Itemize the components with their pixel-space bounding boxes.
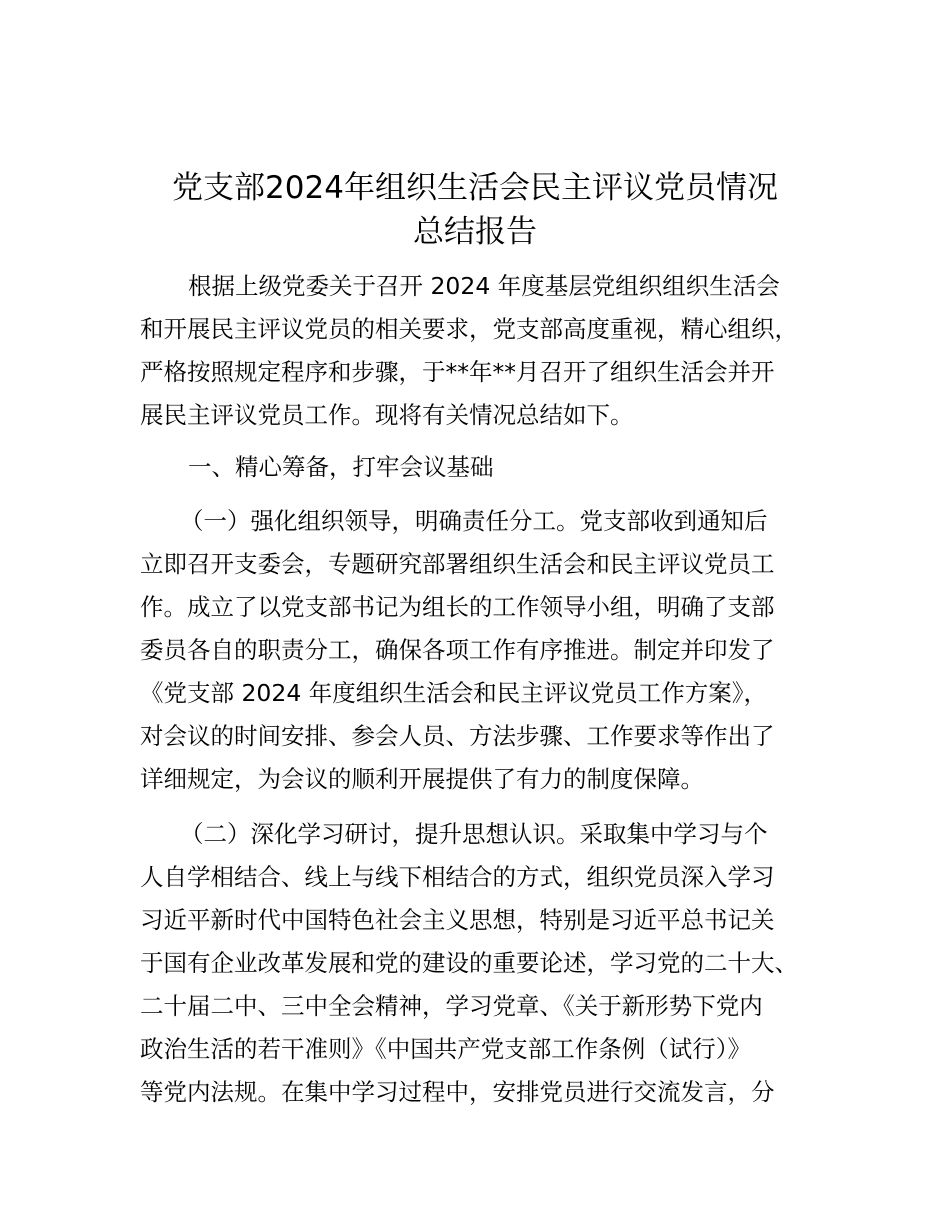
- body-line-15: 习近平新时代中国特色社会主义思想，特别是习近平总书记关: [140, 906, 775, 934]
- body-line-12: 详细规定，为会议的顺利开展提供了有力的制度保障。: [140, 765, 704, 793]
- body-line-10: 《党支部 2024 年度组织生活会和民主评议党员工作方案》，: [140, 679, 767, 707]
- body-line-6: （一）强化组织领导，明确责任分工。党支部收到通知后: [180, 507, 768, 535]
- document-title-line-1: 党支部2024年组织生活会民主评议党员情况: [172, 170, 778, 206]
- body-line-18: 政治生活的若干准则》《中国共产党支部工作条例（试行）》: [140, 1035, 751, 1063]
- body-line-7: 立即召开支委会，专题研究部署组织生活会和民主评议党员工: [140, 550, 775, 578]
- body-line-17: 二十届二中、三中全会精神，学习党章、《关于新形势下党内: [140, 992, 763, 1020]
- body-line-14: 人自学相结合、线上与线下相结合的方式，组织党员深入学习: [140, 863, 775, 891]
- body-line-2: 和开展民主评议党员的相关要求，党支部高度重视，精心组织，: [140, 315, 798, 343]
- body-line-19: 等党内法规。在集中学习过程中，安排党员进行交流发言，分: [140, 1078, 775, 1106]
- body-line-9: 委员各自的职责分工，确保各项工作有序推进。制定并印发了: [140, 636, 775, 664]
- body-line-11: 对会议的时间安排、参会人员、方法步骤、工作要求等作出了: [140, 722, 775, 750]
- body-line-8: 作。成立了以党支部书记为组长的工作领导小组，明确了支部: [140, 593, 775, 621]
- body-line-13: （二）深化学习研讨，提升思想认识。采取集中学习与个: [180, 820, 768, 848]
- body-line-1: 根据上级党委关于召开 2024 年度基层党组织组织生活会: [188, 272, 780, 300]
- body-line-4: 展民主评议党员工作。现将有关情况总结如下。: [140, 401, 634, 429]
- body-line-3: 严格按照规定程序和步骤，于**年**月召开了组织生活会并开: [140, 358, 775, 386]
- section-heading-1: 一、精心筹备，打牢会议基础: [188, 453, 494, 481]
- document-title-line-2: 总结报告: [413, 214, 537, 250]
- body-line-16: 于国有企业改革发展和党的建设的重要论述，学习党的二十大、: [140, 949, 798, 977]
